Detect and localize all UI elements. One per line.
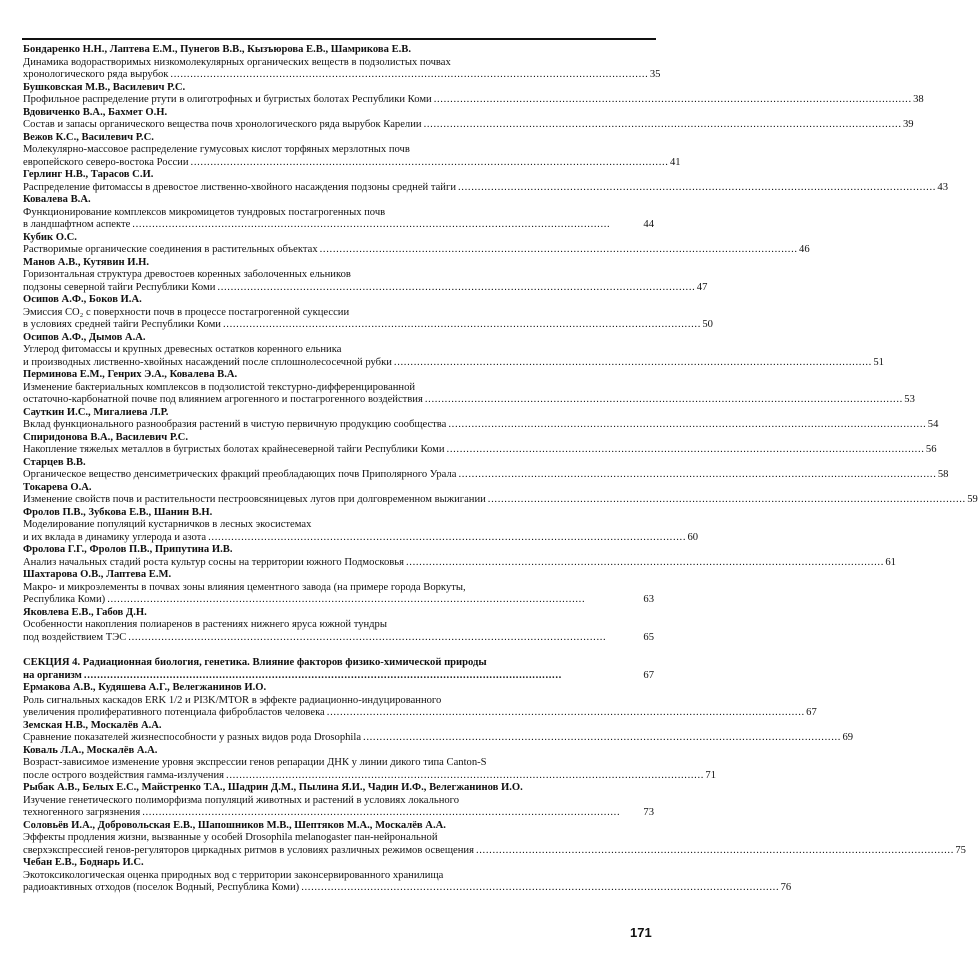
dot-leader [189, 157, 667, 170]
entry-leader-row [23, 531, 699, 545]
toc-entry [23, 481, 978, 507]
entry-title-line: Особенности накопления полиаренов в растениях нижнего яруса южной тундры [23, 619, 387, 630]
section-page-number: 67 [643, 669, 654, 681]
dot-leader [456, 182, 934, 195]
toc-entry [23, 44, 661, 82]
entry-title-last-line: радиоактивных отходов (поселок Водный, Республика Коми) [23, 882, 300, 893]
entry-page-number: 60 [687, 531, 699, 543]
entry-title-last-line: Вклад функционального разнообразия растений в чистую первичную продукцию сообщества [23, 419, 447, 430]
section-title-line-1: СЕКЦИЯ 4. Радиационная биология, генетика. Влияние факторов физико-химической природы [23, 657, 487, 668]
entry-leader-row [23, 444, 937, 457]
entry-title-line: Эффекты продления жизни, вызванные у особей Drosophila melanogaster пан-нейрональной [23, 832, 438, 843]
entry-title-line: Роль сигнальных каскадов ERK 1/2 и PI3K/MTOR в эффекте радиационно-индуцированного [23, 694, 442, 706]
toc-entry [23, 719, 854, 745]
entry-title-line: Моделирование популяций кустарничков в лесных экосистемах [23, 519, 312, 530]
entry-leader-row [23, 94, 924, 107]
entry-authors: Старцев В.В. [23, 456, 86, 468]
entry-authors: Вежов К.С., Василевич Р.С. [23, 131, 154, 143]
dot-leader [318, 244, 796, 257]
section-title-line-2: на организм [23, 669, 82, 681]
page-number: 171 [630, 925, 652, 940]
entry-page-number: 73 [643, 807, 654, 818]
entry-authors: Бушковская М.В., Василевич Р.С. [23, 81, 186, 93]
entry-authors: Токарева О.А. [23, 481, 92, 493]
dot-leader [325, 707, 803, 720]
entry-title-last-line: сверхэкспрессией генов-регуляторов циркадных ритмов в условиях различных режимов освещения [23, 844, 474, 856]
entry-leader-row [23, 594, 654, 607]
toc-list-section-3 [23, 44, 978, 644]
entry-title-line: Эмиссия СО₂ с поверхности почв в процессе постагрогенной сукцессии [23, 306, 350, 318]
entry-leader-row [23, 632, 654, 645]
toc-entry [23, 569, 654, 607]
entry-page-number: 71 [705, 769, 717, 781]
entry-authors: Ермакова А.В., Кудяшева А.Г., Велегжанинов И.О. [23, 682, 267, 693]
entry-title-last-line: техногенного загрязнения [23, 807, 141, 818]
dot-leader [82, 670, 641, 683]
dot-leader [130, 219, 640, 232]
entry-leader-row [23, 244, 810, 257]
entry-title-line: Макро- и микроэлементы в почвах зоны влияния цементного завода (на примере города Воркуты, [23, 581, 466, 593]
toc-entry [23, 819, 966, 858]
dot-leader [456, 469, 934, 482]
entry-page-number: 65 [643, 631, 654, 643]
entry-leader-row [23, 281, 708, 295]
dot-leader [105, 594, 640, 607]
toc-entry [23, 544, 896, 569]
entry-title-line: Динамика водорастворимых низкомолекулярных органических веществ в подзолистых почвах [23, 56, 451, 68]
entry-authors: Спиридонова В.А., Василевич Р.С. [23, 431, 188, 443]
entry-page-number: 53 [904, 394, 915, 405]
entry-leader-row [23, 181, 948, 195]
toc-entry [23, 682, 817, 720]
entry-title-last-line: и их вклада в динамику углерода и азота [23, 531, 207, 543]
entry-authors: Фролов П.В., Зубкова Е.В., Шанин В.Н. [23, 506, 213, 518]
toc-entry [23, 294, 713, 332]
entry-title-last-line: в ландшафтном аспекте [23, 219, 131, 230]
entry-authors: Фролова Г.Г., Фролов П.В., Припутина И.В. [23, 544, 233, 555]
entry-title-last-line: под воздействием ТЭС [23, 631, 127, 643]
entry-title-last-line: хронологического ряда вырубок [23, 69, 169, 80]
entry-title-last-line: Профильное распределение ртути в олиготрофных и бугристых болотах Республики Коми [23, 94, 432, 105]
entry-leader-row [23, 319, 713, 332]
entry-leader-row [23, 807, 654, 820]
entry-title-last-line: Анализ начальных стадий роста культур сосны на территории южного Подмосковья [23, 556, 404, 568]
dot-leader [474, 845, 952, 858]
entry-leader-row [23, 882, 792, 895]
dot-leader [445, 444, 923, 457]
entry-leader-row [23, 156, 681, 170]
entry-page-number: 56 [925, 444, 937, 455]
entry-title-line: Возраст-зависимое изменение уровня экспрессии генов репарации ДНК у линии дикого типа Canton-S [23, 757, 487, 768]
entry-authors: Чебан Е.В., Боднарь И.С. [23, 857, 144, 868]
entry-page-number: 51 [873, 356, 884, 368]
toc-entry [23, 607, 654, 645]
entry-page-number: 63 [643, 594, 654, 605]
entry-page-number: 58 [937, 469, 949, 480]
entry-leader-row [23, 69, 661, 82]
dot-leader [140, 807, 640, 820]
toc-entry [23, 506, 699, 545]
entry-authors: Бондаренко Н.Н., Лаптева Е.М., Пунегов В.В., Кызъюрова Е.В., Шамрикова Е.В. [23, 44, 411, 55]
table-of-contents [23, 44, 978, 895]
toc-entry [23, 857, 792, 895]
dot-leader [404, 557, 882, 570]
entry-authors: Осипов А.Ф., Боков И.А. [23, 294, 142, 305]
toc-entry [23, 106, 914, 132]
entry-authors: Вдовиченко В.А., Бахмет О.Н. [23, 106, 168, 118]
entry-authors: Кубик О.С. [23, 231, 77, 243]
entry-authors: Рыбак А.В., Белых Е.С., Майстренко Т.А., Шадрин Д.М., Пылина Я.И., Чадин И.Ф., Велегжанинов И.О. [23, 782, 523, 793]
entry-leader-row [23, 707, 817, 720]
entry-title-line: Углерод фитомассы и крупных древесных остатков коренного ельника [23, 344, 342, 355]
entry-page-number: 75 [955, 844, 966, 856]
toc-entry [23, 256, 708, 295]
toc-entry [23, 369, 915, 407]
entry-authors: Ковалева В.А. [23, 194, 91, 205]
entry-title-last-line: Органическое вещество денсиметрических фракций преобладающих почв Приполярного Урала [23, 469, 457, 480]
entry-title-last-line: остаточно-карбонатной почве под влиянием агрогенного и постагрогенного воздействия [23, 394, 423, 405]
entry-title-last-line: Накопление тяжелых металлов в бугристых болотах крайнесеверной тайги Республики Коми [23, 444, 445, 455]
entry-page-number: 69 [842, 732, 854, 743]
dot-leader [392, 357, 870, 370]
entry-authors: Коваль Л.А., Москалёв А.А. [23, 744, 158, 756]
entry-title-last-line: Изменение свойств почв и растительности пестроовсяницевых лугов при долговременном выжигании [23, 494, 486, 505]
entry-title-last-line: Сравнение показателей жизнеспособности у разных видов рода Drosophila [23, 732, 362, 743]
entry-authors: Земская Н.В., Москалёв А.А. [23, 719, 162, 731]
entry-page-number: 46 [799, 244, 810, 255]
entry-page-number: 76 [780, 882, 792, 893]
entry-leader-row [23, 394, 915, 407]
dot-leader [299, 882, 777, 895]
entry-page-number: 47 [696, 281, 708, 293]
entry-leader-row [23, 769, 717, 783]
dot-leader [221, 319, 699, 332]
dot-leader [423, 394, 901, 407]
toc-entry [23, 744, 717, 783]
entry-authors: Перминова Е.М., Генрих Э.А., Ковалева В.А. [23, 369, 238, 380]
entry-authors: Шахтарова О.В., Лаптева Е.М. [23, 569, 172, 580]
dot-leader [168, 69, 646, 82]
entry-title-line: Изучение генетического полиморфизма популяций животных и растений в условиях локального [23, 794, 460, 806]
entry-page-number: 41 [669, 156, 681, 168]
entry-title-line: Молекулярно-массовое распределение гумусовых кислот торфяных мерзлотных почв [23, 144, 410, 155]
dot-leader [486, 494, 964, 507]
entry-page-number: 44 [643, 219, 654, 230]
toc-entry [23, 782, 654, 820]
entry-title-last-line: после острого воздействия гамма-излучения [23, 769, 225, 781]
entry-authors: Сауткин И.С., Мигалиева Л.Р. [23, 406, 169, 418]
entry-page-number: 43 [937, 181, 948, 193]
entry-title-line: Функционирование комплексов микромицетов тундровых постагрогенных почв [23, 206, 386, 218]
entry-authors: Манов А.В., Кутявин И.Н. [23, 256, 149, 268]
entry-authors: Яковлева Е.В., Габов Д.Н. [23, 606, 147, 618]
entry-leader-row [23, 494, 978, 507]
dot-leader [224, 770, 702, 783]
toc-entry [23, 81, 924, 107]
entry-title-last-line: в условиях средней тайги Республики Коми [23, 319, 221, 330]
dot-leader [126, 632, 640, 645]
top-rule [22, 38, 656, 40]
dot-leader [361, 732, 839, 745]
entry-page-number: 39 [902, 119, 914, 130]
toc-entry [23, 431, 937, 457]
dot-leader [446, 419, 924, 432]
section-title-leader [23, 670, 654, 683]
entry-title-last-line: Распределение фитомассы в древостое лиственно-хвойного насаждения подзоны средней тайги [23, 181, 456, 193]
entry-title-last-line: европейского северо-востока России [23, 156, 189, 168]
entry-page-number: 35 [649, 69, 661, 80]
entry-page-number: 67 [806, 707, 817, 718]
toc-list-section-4 [23, 682, 966, 895]
entry-leader-row [23, 732, 854, 745]
toc-entry [23, 169, 948, 194]
entry-leader-row [23, 356, 884, 370]
entry-title-line: Изменение бактериальных комплексов в подзолистой текстурно-дифференцированной [23, 381, 416, 393]
entry-page-number: 38 [913, 94, 924, 105]
entry-title-last-line: и производных лиственно-хвойных насаждений после сплошнолесосечной рубки [23, 356, 392, 368]
entry-title-line: Горизонтальная структура древостоев коренных заболоченных ельников [23, 269, 351, 280]
dot-leader [206, 532, 684, 545]
entry-leader-row [23, 219, 654, 232]
toc-entry [23, 406, 939, 432]
entry-leader-row [23, 469, 949, 482]
toc-entry [23, 194, 654, 232]
entry-authors: Герлинг Н.В., Тарасов С.И. [23, 169, 154, 180]
dot-leader [422, 119, 900, 132]
entry-page-number: 61 [885, 556, 896, 568]
entry-title-last-line: Республика Коми) [23, 594, 106, 605]
entry-authors: Осипов А.Ф., Дымов А.А. [23, 331, 146, 343]
dot-leader [215, 282, 693, 295]
entry-authors: Соловьёв И.А., Добровольская Е.В., Шапошников М.В., Шептяков М.А., Москалёв А.А. [23, 819, 446, 831]
entry-leader-row [23, 419, 939, 432]
toc-entry [23, 231, 810, 257]
section-heading [23, 657, 654, 682]
entry-title-last-line: Состав и запасы органического вещества почв хронологического ряда вырубок Карелии [23, 119, 422, 130]
entry-page-number: 54 [927, 419, 939, 430]
entry-page-number: 59 [967, 494, 978, 505]
toc-entry [23, 331, 884, 370]
entry-page-number: 50 [702, 319, 713, 330]
entry-title-last-line: увеличения пролиферативного потенциала фибробластов человека [23, 707, 325, 718]
entry-title-last-line: Растворимые органические соединения в растительных объектах [23, 244, 318, 255]
dot-leader [432, 94, 910, 107]
toc-entry [23, 131, 681, 170]
entry-leader-row [23, 844, 966, 858]
entry-leader-row [23, 119, 914, 132]
entry-title-line: Экотоксикологическая оценка природных вод с территории законсервированного хранилища [23, 869, 444, 881]
entry-leader-row [23, 556, 896, 570]
toc-entry [23, 456, 949, 482]
entry-title-last-line: подзоны северной тайги Республики Коми [23, 281, 216, 293]
